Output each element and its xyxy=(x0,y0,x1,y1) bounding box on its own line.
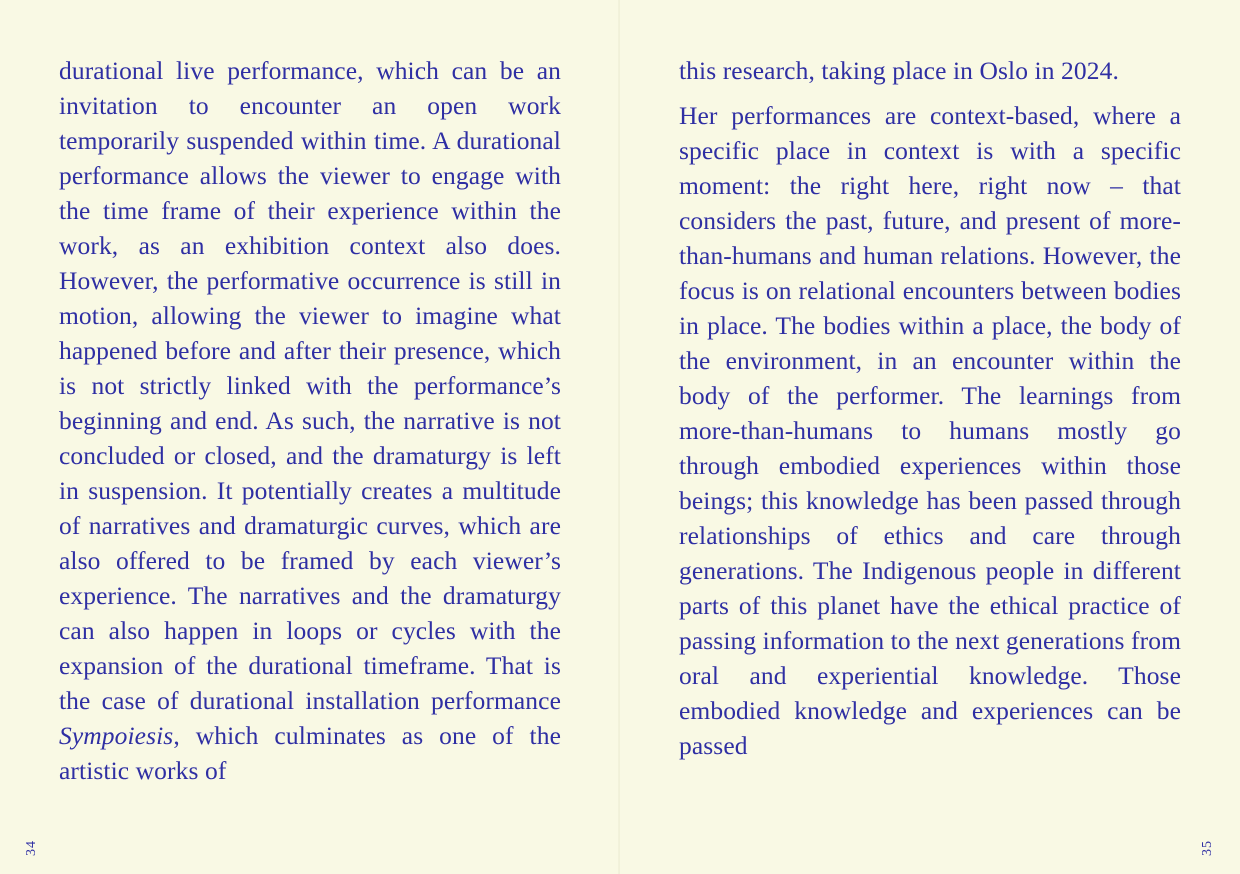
page-number-right: 35 xyxy=(1200,840,1215,856)
work-title-italic: Sympoiesis xyxy=(59,721,174,750)
right-page-text xyxy=(679,53,1181,763)
left-paragraph-text-before: durational live performance, which can be an invitation to encounter an open work temporarily suspended within time. A durational performance allows the viewer to engage with the time frame of their experience within the work, as an exhibition context also does. However, the performative occurrence is still in motion, allowing the viewer to imagine what happened before and after their presence, which is not strictly linked with the performance’s beginning and end. As such, the narrative is not concluded or closed, and the dramaturgy is left in suspension. It potentially creates a multitude of narratives and dramaturgic curves, which are also offered to be framed by each viewer’s experience. The narratives and the dramaturgy can also happen in loops or cycles with the expansion of the durational timeframe. That is the case of durational installation performance xyxy=(59,56,561,715)
page-number-left: 34 xyxy=(24,840,39,856)
left-paragraph-text-after: , which culminates as one of the artistic works of xyxy=(59,721,561,785)
right-page xyxy=(620,0,1240,874)
right-paragraph-2: Her performances are context-based, where a specific place in context is with a specific moment: the right here, right now – that considers the past, future, and present of more-than-humans and human relations. However, the focus is on relational encounters between bodies in place. The bodies within a place, the body of the environment, in an encounter within the body of the performer. The learnings from more-than-humans to humans mostly go through embodied experiences within those beings; this knowledge has been passed through relationships of ethics and care through generations. The Indigenous people in different parts of this planet have the ethical practice of passing information to the next generations from oral and experiential knowledge. Those embodied knowledge and experiences can be passed xyxy=(679,101,1181,760)
left-page-text xyxy=(59,53,561,788)
left-paragraph xyxy=(59,53,561,788)
right-paragraph-1: this research, taking place in Oslo in 2024. xyxy=(679,56,1119,85)
